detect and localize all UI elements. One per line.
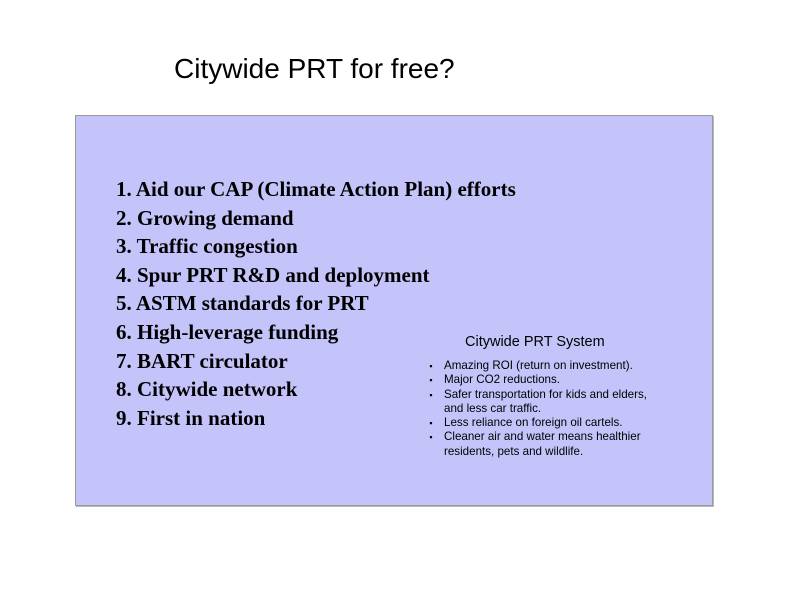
square-bullet-icon: ▪ xyxy=(429,375,433,386)
square-bullet-icon: ▪ xyxy=(429,432,433,443)
reason-item: 5. ASTM standards for PRT xyxy=(116,291,369,316)
square-bullet-icon: ▪ xyxy=(429,418,433,429)
reason-item: 1. Aid our CAP (Climate Action Plan) efforts xyxy=(116,177,516,201)
benefit-item xyxy=(426,373,666,387)
reason-item: 3. Traffic congestion xyxy=(116,234,298,259)
reason-item: 8. Citywide network xyxy=(116,377,298,402)
slide-title: Citywide PRT for free? xyxy=(174,53,455,84)
benefits-list xyxy=(426,359,666,459)
benefit-text: Major CO2 reductions. xyxy=(444,373,560,387)
reason-item: 7. BART circulator xyxy=(116,348,288,373)
system-title: Citywide PRT System xyxy=(465,334,605,350)
benefit-item xyxy=(426,430,666,459)
benefit-text: Less reliance on foreign oil cartels. xyxy=(444,416,623,430)
reason-item: 9. First in nation xyxy=(116,405,266,430)
benefit-item xyxy=(426,359,666,373)
benefit-item xyxy=(426,388,666,417)
reason-item: 2. Growing demand xyxy=(116,205,294,230)
benefit-item xyxy=(426,416,666,430)
benefit-text: Safer transportation for kids and elders, and less car traffic. xyxy=(444,387,647,415)
benefit-text: Amazing ROI (return on investment). xyxy=(444,359,633,372)
reason-item: 6. High-leverage funding xyxy=(116,319,339,344)
square-bullet-icon: ▪ xyxy=(429,389,433,400)
reason-item: 4. Spur PRT R&D and deployment xyxy=(116,262,430,287)
benefit-text: Cleaner air and water means healthier residents, pets and wildlife. xyxy=(444,430,641,458)
square-bullet-icon: ▪ xyxy=(429,361,433,371)
